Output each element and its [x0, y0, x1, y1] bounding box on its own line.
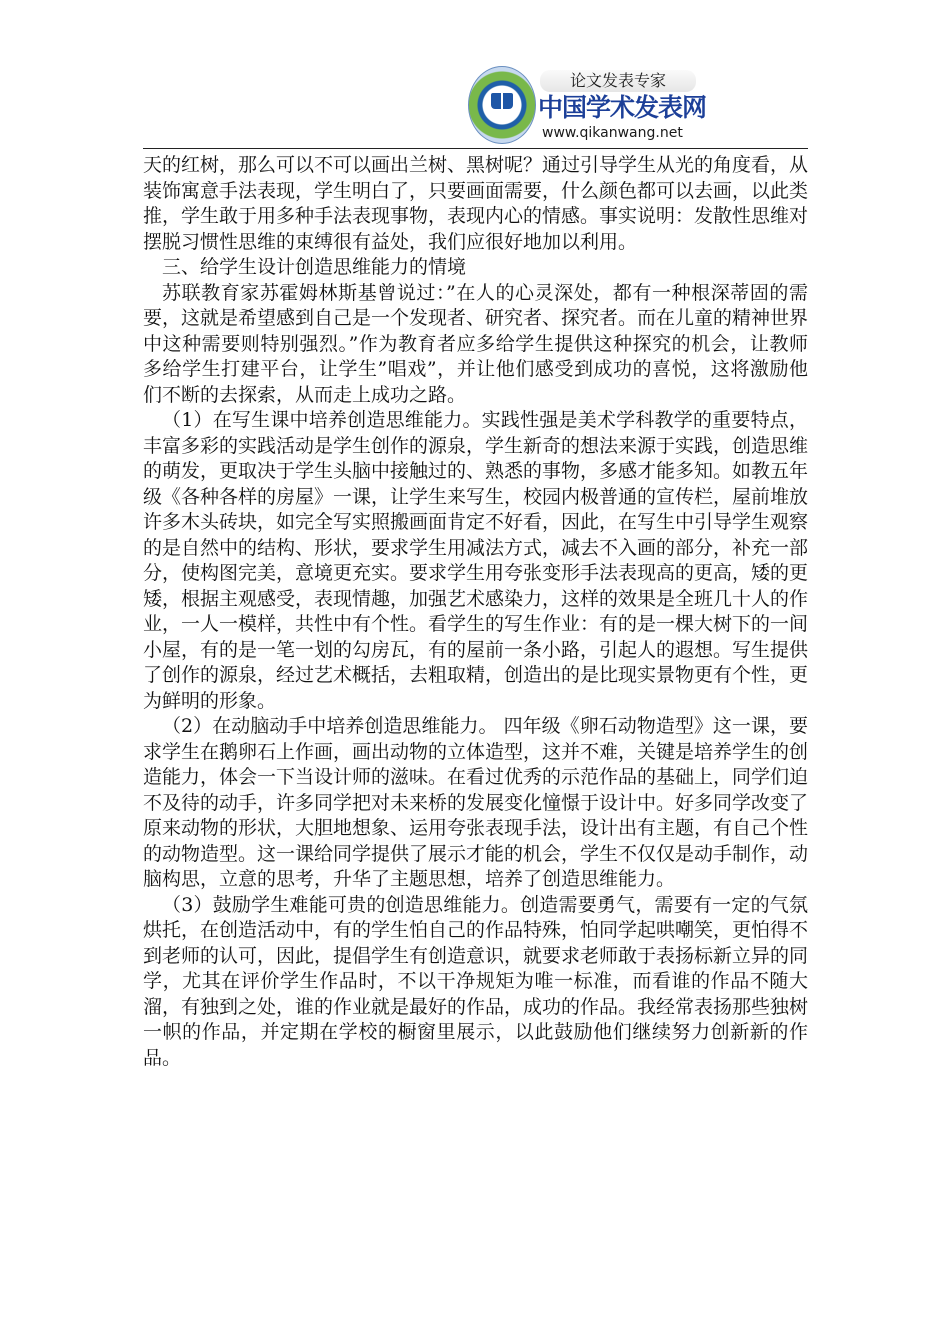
paragraph: （1）在写生课中培养创造思维能力。实践性强是美术学科教学的重要特点，丰富多彩的实践活动是学生创作的源泉，学生新奇的想法来源于实践，创造思维的萌发，更取决于学生头脑中接触过的、熟悉的事物，多感才能多知。如教五年级《各种各样的房屋》一课，让学生来写生，校园内极普通的宣传栏，屋前堆放许多木头砖块，如完全写实照搬画面肯定不好看，因此，在写生中引导学生观察的是自然中的结构、形状，要求学生用减法方式，减去不入画的部分，补充一部分，使构图完美，意境更充实。要求学生用夸张变形手法表现高的更高，矮的更矮，根据主观感受，表现情趣，加强艺术感染力，这样的效果是全班几十人的作业，一人一模样，共性中有个性。看学生的写生作业：有的是一棵大树下的一间小屋，有的是一笔一划的勾房瓦，有的屋前一条小路，引起人的遐想。写生提供了创作的源泉，经过艺术概括，去粗取精，创造出的是比现实景物更有个性，更为鲜明的形象。 — [143, 409, 809, 712]
logo-url: www.qikanwang.net — [542, 125, 683, 141]
paragraph: 天的红树，那么可以不可以画出兰树、黑树呢？通过引导学生从光的角度看，从装饰寓意手法表现，学生明白了，只要画面需要，什么颜色都可以去画，以此类推，学生敢于用多种手法表现事物，表现内心的情感。事实说明：发散性思维对摆脱习惯性思维的束缚很有益处，我们应很好地加以利用。 — [143, 154, 809, 253]
paragraph: （3）鼓励学生难能可贵的创造思维能力。创造需要勇气，需要有一定的气氛烘托，在创造活动中，有的学生怕自己的作品特殊，怕同学起哄嘲笑，更怕得不到老师的认可，因此，提倡学生有创造意识，就要求老师敢于表扬标新立异的同学，尤其在评价学生作品时，不以干净规矩为唯一标准，而看谁的作品不随大溜，有独到之处，谁的作业就是最好的作品，成功的作品。我经常表扬那些独树一帜的作品，并定期在学校的橱窗里展示，以此鼓励他们继续努力创新新的作品。 — [143, 893, 809, 1069]
header-divider — [143, 148, 808, 149]
logo-name: 中国学术发表网 — [538, 93, 707, 122]
logo-tagline: 论文发表专家 — [540, 70, 696, 92]
paragraph: 苏联教育家苏霍姆林斯基曾说过：”在人的心灵深处，都有一种根深蒂固的需要，这就是希望感到自己是一个发现者、研究者、探究者。而在儿童的精神世界中这种需要则特别强烈。”作为教育者应多给学生提供这种探究的机会，让教师多给学生打建平台，让学生”唱戏”，并让他们感受到成功的喜悦，这将激励他们不断的去探索，从而走上成功之路。 — [143, 281, 809, 406]
site-logo — [468, 66, 707, 146]
article-body — [143, 153, 808, 1071]
paragraph: （2）在动脑动手中培养创造思维能力。 四年级《卵石动物造型》这一课，要求学生在鹅卵石上作画，画出动物的立体造型，这并不难，关键是培养学生的创造能力，体会一下当设计师的滋味。在看过优秀的示范作品的基础上，同学们迫不及待的动手，许多同学把对未来桥的发展变化憧憬于设计中。好多同学改变了原来动物的形状，大胆地想象、运用夸张表现手法，设计出有主题，有自己个性的动物造型。这一课给同学提供了展示才能的机会，学生不仅仅是动手制作，动脑构思，立意的思考，升华了主题思想，培养了创造思维能力。 — [143, 715, 809, 890]
book-icon — [491, 93, 513, 109]
logo-emblem-icon — [468, 66, 536, 144]
section-heading: 三、给学生设计创造思维能力的情境 — [162, 256, 467, 278]
